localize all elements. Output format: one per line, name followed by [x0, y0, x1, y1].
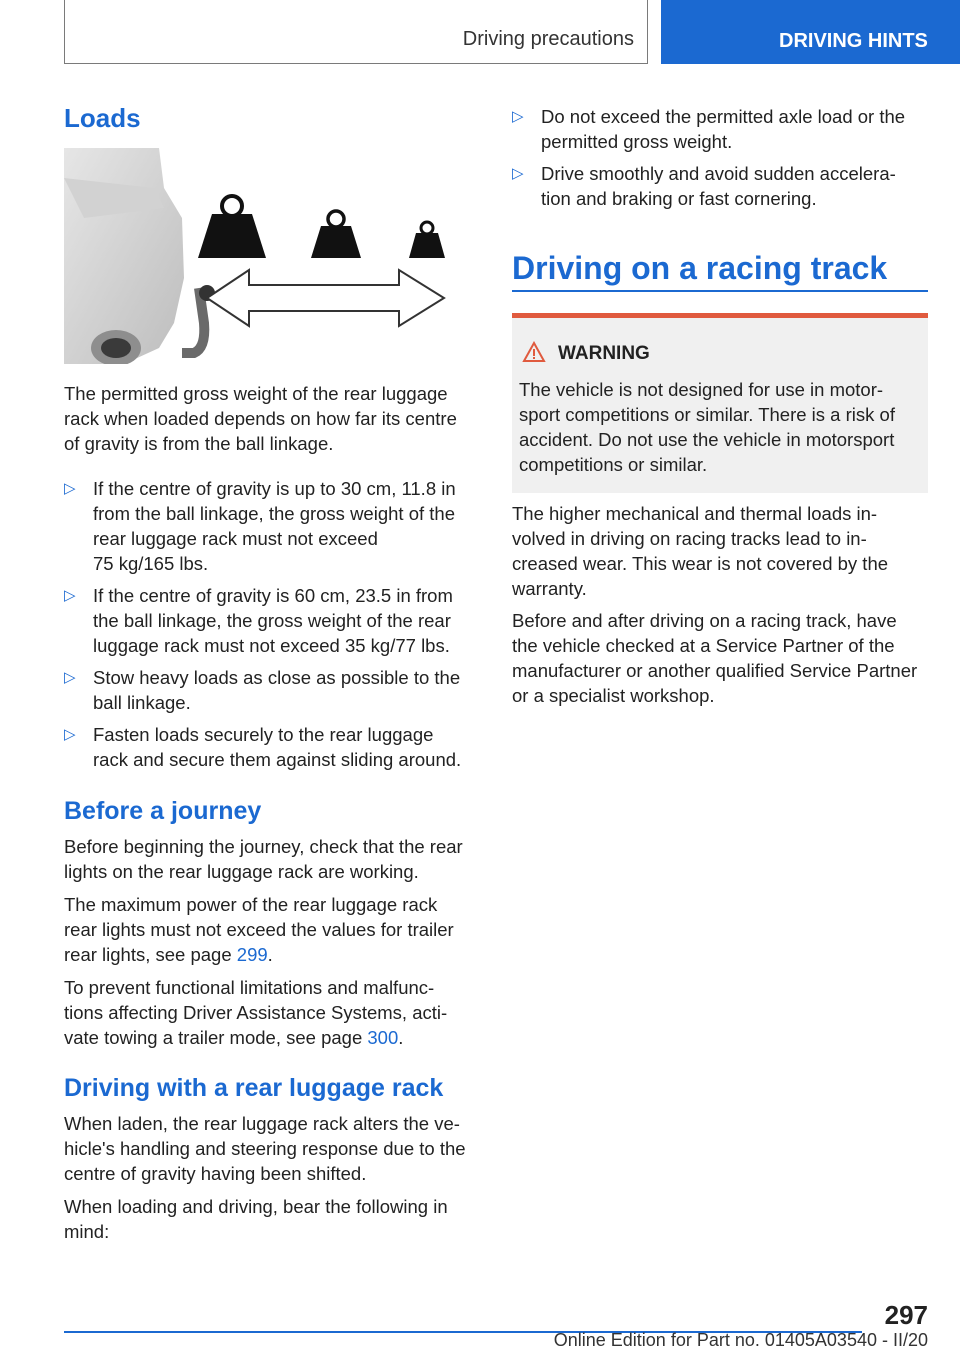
page-number: 297 [884, 1300, 928, 1330]
journey-p3-line3: vate towing a trailer mode, see page 300. [64, 1027, 404, 1048]
loads-bullet-4: ▷ Fasten loads securely to the rear luggage rack and secure them against sliding around. [64, 724, 462, 770]
rack-p1-line1: When laden, the rear luggage rack alters the ve- [64, 1113, 460, 1134]
journey-p3-line2: tions affecting Driver Assistance Systems, acti- [64, 1002, 448, 1023]
track-p2-line3: manufacturer or another qualified Service Partner [512, 660, 918, 681]
bullet-triangle-icon: ▷ [64, 587, 76, 604]
page-link-300[interactable]: 300 [367, 1027, 399, 1048]
track-heading: Driving on a racing track [512, 250, 888, 286]
loads-bullet-3: ▷ Stow heavy loads as close as possible to the ball linkage. [64, 667, 461, 713]
rack-p1-line2: hicle's handling and steering response due to the [64, 1138, 466, 1159]
journey-p3-line1: To prevent functional limitations and malfunc- [64, 977, 435, 998]
track-p1-line4: warranty. [512, 578, 587, 599]
track-p1-line2: volved in driving on racing tracks lead to in- [512, 528, 867, 549]
loads-intro-line3: of gravity is from the ball linkage. [64, 433, 334, 454]
journey-p1-line2: lights on the rear luggage rack are working. [64, 861, 419, 882]
header-chapter-tab[interactable] [661, 0, 960, 64]
bullet-triangle-icon: ▷ [64, 480, 76, 497]
bullet-triangle-icon: ▷ [512, 108, 524, 125]
loads-bullet-1: ▷ If the centre of gravity is up to 30 cm, 11.8 in from the ball linkage, the gross weight of the rear luggage rack must not exceed 75 kg/165 lbs. [64, 478, 456, 574]
warning-box [512, 313, 928, 493]
journey-p1-line1: Before beginning the journey, check that the rear [64, 836, 463, 857]
journey-p2-line3: rear lights, see page 299. [64, 944, 273, 965]
right-bullet-2: ▷ Drive smoothly and avoid sudden accelera- tion and braking or fast cornering. [512, 163, 896, 209]
warning-triangle-icon [522, 341, 546, 363]
warning-label: WARNING [558, 343, 650, 364]
warning-text-line2: sport competitions or similar. There is a risk of [519, 404, 895, 425]
header-chapter-label: DRIVING HINTS [779, 30, 928, 52]
track-p1-line1: The higher mechanical and thermal loads in- [512, 503, 878, 524]
header-section-title: Driving precautions [462, 28, 634, 50]
track-p2-line4: or a specialist workshop. [512, 685, 715, 706]
bullet-triangle-icon: ▷ [64, 726, 76, 743]
track-heading-rule [512, 290, 928, 292]
loads-bullet-2: ▷ If the centre of gravity is 60 cm, 23.5 in from the ball linkage, the gross weight of the rear luggage rack must not exceed 35 kg/77 lbs. [64, 585, 453, 656]
warning-text-line1: The vehicle is not designed for use in motor- [519, 379, 884, 400]
track-p1-line3: creased wear. This wear is not covered by the [512, 553, 889, 574]
right-bullet-1: ▷ Do not exceed the permitted axle load or the permitted gross weight. [512, 106, 906, 152]
page-link-299[interactable]: 299 [236, 944, 268, 965]
journey-p2-line1: The maximum power of the rear luggage rack [64, 894, 438, 915]
warning-text-line3: accident. Do not use the vehicle in motorsport [519, 429, 895, 450]
rack-p1-line3: centre of gravity having been shifted. [64, 1163, 367, 1184]
track-p2-line1: Before and after driving on a racing track, have [512, 610, 897, 631]
track-p2-line2: the vehicle checked at a Service Partner of the [512, 635, 895, 656]
bullet-triangle-icon: ▷ [64, 669, 76, 686]
loads-intro-line2: rack when loaded depends on how far its centre [64, 408, 457, 429]
rack-p2-line2: mind: [64, 1221, 110, 1242]
footer-edition: Online Edition for Part no. 01405A03540 - II/20 [553, 1330, 928, 1350]
loads-heading: Loads [64, 103, 141, 133]
bullet-triangle-icon: ▷ [512, 165, 524, 182]
warning-text-line4: competitions or similar. [519, 454, 708, 475]
rack-heading: Driving with a rear luggage rack [64, 1074, 444, 1102]
loads-intro-line1: The permitted gross weight of the rear luggage [64, 383, 448, 404]
journey-p2-line2: rear lights must not exceed the values for trailer [64, 919, 454, 940]
journey-heading: Before a journey [64, 797, 262, 825]
loads-illustration [64, 148, 448, 364]
rack-p2-line1: When loading and driving, bear the following in [64, 1196, 448, 1217]
